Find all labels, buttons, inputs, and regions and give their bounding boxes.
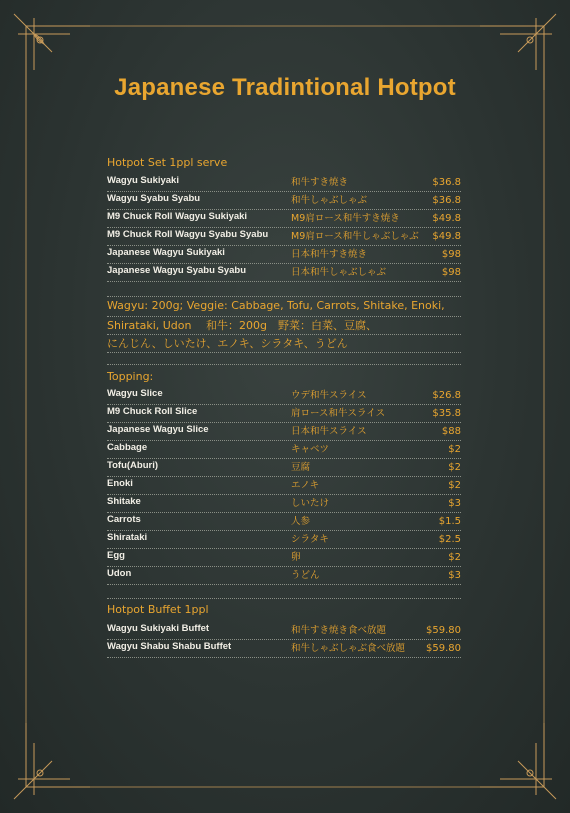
item-price: $98 (441, 267, 461, 278)
menu-row (107, 228, 461, 246)
item-name-jp: 豆腐 (291, 462, 311, 473)
divider (107, 296, 461, 297)
note-line: Wagyu: 200g; Veggie: Cabbage, Tofu, Carrots, Shitake, Enoki, (107, 299, 461, 317)
buffet-heading: Hotpot Buffet 1ppl (107, 603, 209, 616)
item-name: Enoki (107, 478, 133, 489)
menu-row (107, 192, 461, 210)
item-name-jp: 日本和牛スライス (291, 426, 367, 437)
item-name: Japanese Wagyu Sukiyaki (107, 247, 225, 258)
menu-row (107, 174, 461, 192)
item-name-jp: 肩ロース和牛スライス (291, 408, 386, 419)
note-line: にんじん、しいたけ、エノキ、シラタキ、うどん (107, 335, 461, 353)
item-price: $2 (448, 462, 461, 473)
item-name-jp: エノキ (291, 480, 320, 491)
menu-row (107, 405, 461, 423)
item-price: $49.8 (432, 213, 461, 224)
item-name: Carrots (107, 514, 141, 525)
item-name-jp: キャベツ (291, 444, 330, 455)
note-line: Shirataki, Udon 和牛：200g 野菜：白菜、豆腐、 (107, 317, 461, 335)
item-name-jp: 人参 (291, 516, 311, 527)
item-name: Wagyu Syabu Syabu (107, 193, 201, 204)
menu-row (107, 246, 461, 264)
item-name: Udon (107, 568, 132, 579)
topping-heading: Topping: (107, 370, 154, 383)
item-name-jp: 日本和牛しゃぶしゃぶ (291, 267, 387, 278)
menu-row (107, 423, 461, 441)
menu-row (107, 210, 461, 228)
menu-row (107, 459, 461, 477)
item-name: Cabbage (107, 442, 148, 453)
item-price: $2 (448, 444, 461, 455)
item-name: Shitake (107, 496, 141, 507)
divider (107, 598, 461, 599)
page-title: Japanese Tradintional Hotpot (114, 74, 456, 101)
item-price: $3 (448, 498, 461, 509)
item-name: Egg (107, 550, 125, 561)
hotpot-set-heading: Hotpot Set 1ppl serve (107, 156, 228, 169)
item-name-jp: 和牛しゃぶしゃぶ食べ放題 (291, 643, 406, 654)
menu-row (107, 531, 461, 549)
item-name: Wagyu Sukiyaki Buffet (107, 623, 210, 634)
item-name: Japanese Wagyu Slice (107, 424, 209, 435)
item-name: Wagyu Slice (107, 388, 163, 399)
item-name-jp: M9肩ロース和牛しゃぶしゃぶ (291, 231, 419, 242)
item-name: Wagyu Shabu Shabu Buffet (107, 641, 232, 652)
item-name-jp: シラタキ (291, 534, 329, 545)
item-price: $1.5 (438, 516, 461, 527)
item-name-jp: 日本和牛すき焼き (291, 249, 368, 260)
item-name-jp: 卵 (291, 552, 301, 563)
item-name-jp: ウデ和牛スライス (291, 390, 367, 401)
item-price: $36.8 (432, 177, 461, 188)
item-name-jp: うどん (291, 570, 320, 581)
menu-row (107, 567, 461, 585)
item-price: $2 (448, 480, 461, 491)
menu-row (107, 640, 461, 658)
item-price: $2.5 (438, 534, 461, 545)
item-price: $49.8 (432, 231, 461, 242)
item-name-jp: 和牛すき焼き食べ放題 (291, 625, 387, 636)
item-name: Wagyu Sukiyaki (107, 175, 179, 186)
menu-row (107, 622, 461, 640)
item-name: Japanese Wagyu Syabu Syabu (107, 265, 247, 276)
item-price: $59.80 (426, 625, 461, 636)
menu-row (107, 477, 461, 495)
menu-row (107, 549, 461, 567)
item-name-jp: M9肩ロース和牛すき焼き (291, 213, 400, 224)
item-price: $98 (441, 249, 461, 260)
menu-row (107, 495, 461, 513)
menu-row (107, 513, 461, 531)
item-price: $26.8 (432, 390, 461, 401)
item-name: Tofu(Aburi) (107, 460, 158, 471)
item-price: $59.80 (426, 643, 461, 654)
menu-row (107, 387, 461, 405)
item-name: M9 Chuck Roll Slice (107, 406, 198, 417)
item-price: $3 (448, 570, 461, 581)
item-name: Shirataki (107, 532, 148, 543)
item-price: $88 (441, 426, 461, 437)
item-name: M9 Chuck Roll Wagyu Sukiyaki (107, 211, 248, 222)
menu-row (107, 441, 461, 459)
divider (107, 364, 461, 365)
menu-row (107, 264, 461, 282)
item-price: $2 (448, 552, 461, 563)
item-price: $35.8 (432, 408, 461, 419)
item-name-jp: 和牛しゃぶしゃぶ (291, 195, 368, 206)
item-name-jp: 和牛すき焼き (291, 177, 349, 188)
item-name: M9 Chuck Roll Wagyu Syabu Syabu (107, 229, 269, 240)
item-price: $36.8 (432, 195, 461, 206)
item-name-jp: しいたけ (291, 498, 330, 509)
